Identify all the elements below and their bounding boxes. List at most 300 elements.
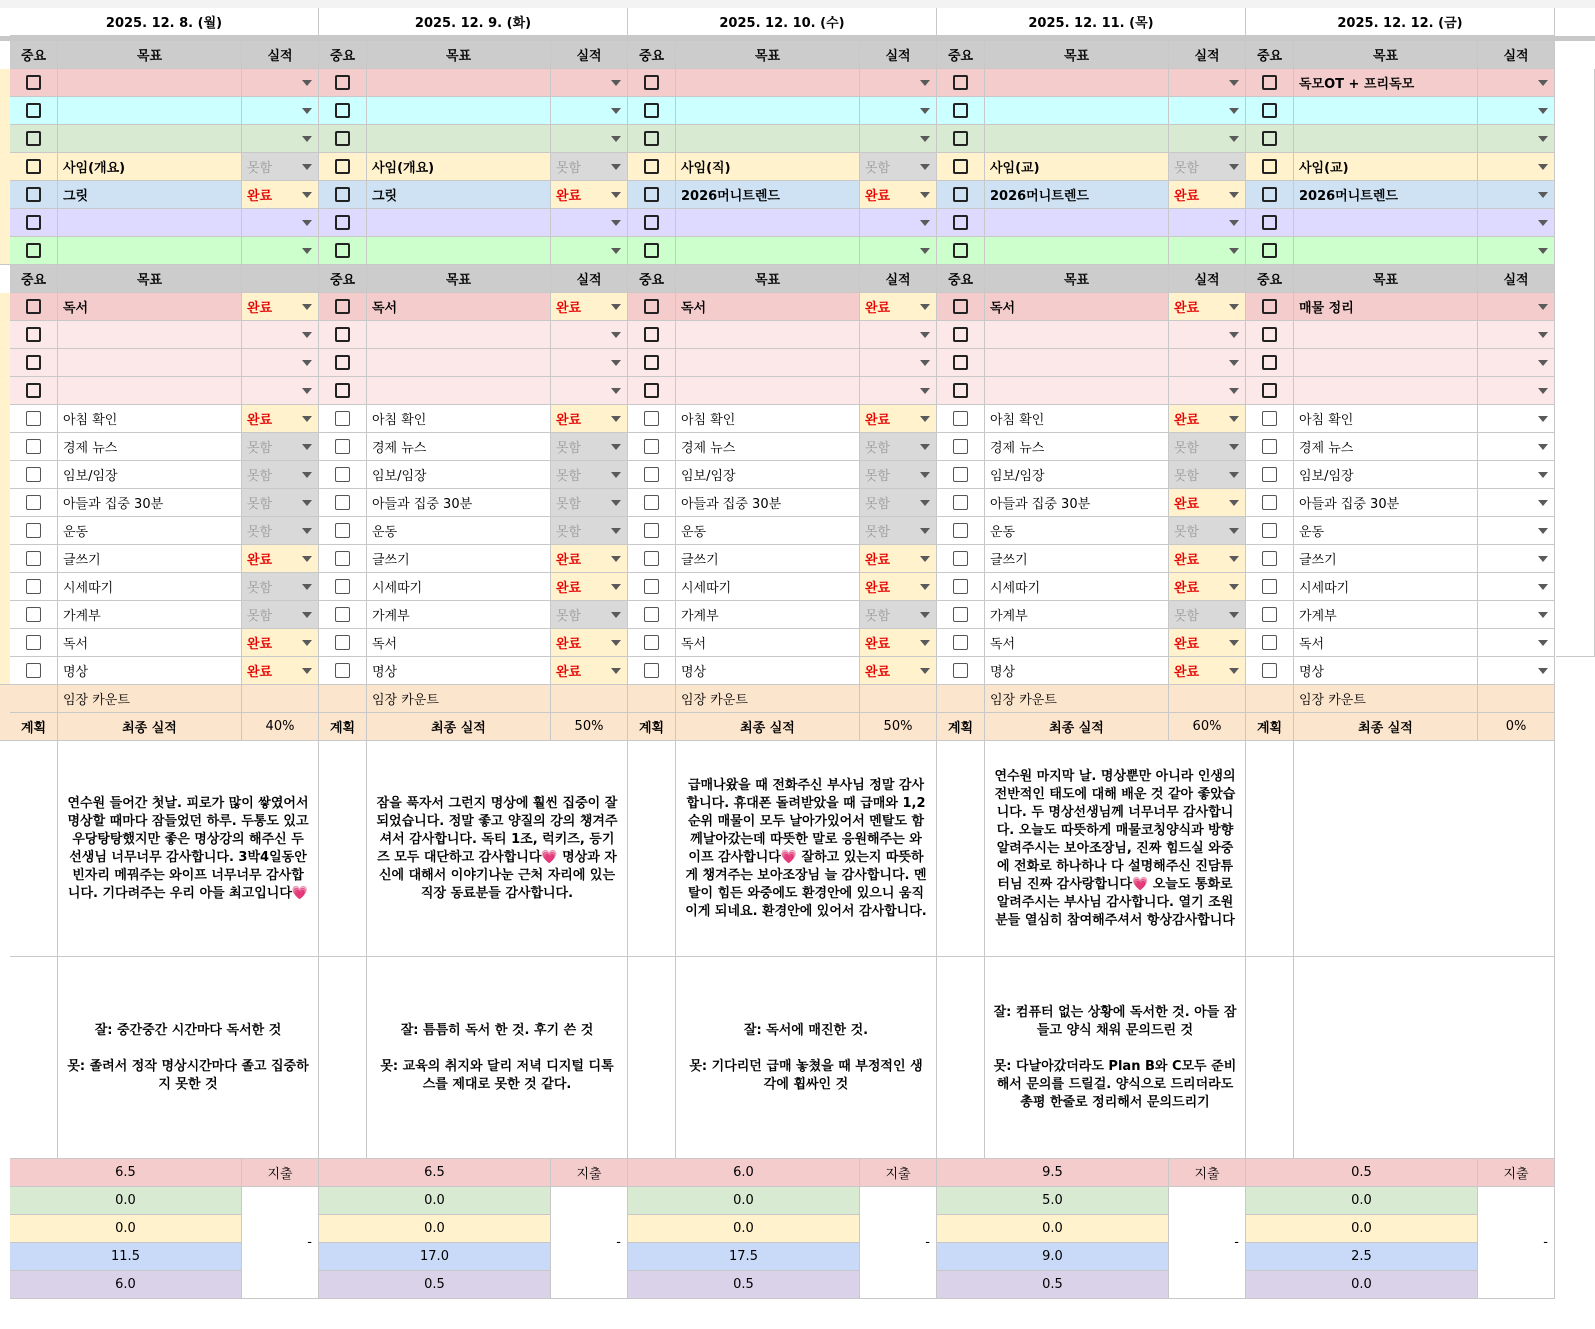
chevron-down-icon[interactable] — [611, 584, 621, 590]
chevron-down-icon[interactable] — [611, 248, 621, 254]
result-dropdown[interactable] — [1169, 321, 1246, 349]
goal-cell[interactable] — [985, 293, 1169, 321]
goal-cell[interactable] — [1294, 377, 1478, 405]
chevron-down-icon[interactable] — [302, 192, 312, 198]
checkbox[interactable] — [1262, 131, 1277, 146]
checkbox[interactable] — [26, 187, 41, 202]
routine-result-dropdown[interactable] — [860, 517, 937, 545]
routine-result-dropdown[interactable] — [1478, 573, 1555, 601]
checkbox[interactable] — [335, 299, 350, 314]
chevron-down-icon[interactable] — [1538, 388, 1548, 394]
routine-result-dropdown[interactable] — [551, 489, 628, 517]
routine-result-dropdown[interactable] — [1169, 601, 1246, 629]
chevron-down-icon[interactable] — [1229, 164, 1239, 170]
checkbox[interactable] — [644, 75, 659, 90]
chevron-down-icon[interactable] — [302, 248, 312, 254]
chevron-down-icon[interactable] — [1229, 584, 1239, 590]
chevron-down-icon[interactable] — [920, 136, 930, 142]
goal-cell[interactable] — [58, 209, 242, 237]
chevron-down-icon[interactable] — [920, 248, 930, 254]
checkbox[interactable] — [335, 439, 350, 454]
routine-result-dropdown[interactable] — [860, 433, 937, 461]
goal-cell[interactable] — [367, 97, 551, 125]
checkbox[interactable] — [1262, 635, 1277, 650]
checkbox[interactable] — [644, 467, 659, 482]
chevron-down-icon[interactable] — [1538, 500, 1548, 506]
result-dropdown[interactable] — [860, 349, 937, 377]
routine-result-dropdown[interactable] — [551, 545, 628, 573]
chevron-down-icon[interactable] — [611, 220, 621, 226]
chevron-down-icon[interactable] — [302, 220, 312, 226]
goal-cell[interactable] — [676, 125, 860, 153]
result-dropdown[interactable] — [551, 153, 628, 181]
checkbox[interactable] — [1262, 75, 1277, 90]
checkbox[interactable] — [1262, 355, 1277, 370]
checkbox[interactable] — [953, 635, 968, 650]
chevron-down-icon[interactable] — [611, 472, 621, 478]
chevron-down-icon[interactable] — [1229, 500, 1239, 506]
chevron-down-icon[interactable] — [611, 500, 621, 506]
result-dropdown[interactable] — [242, 377, 319, 405]
chevron-down-icon[interactable] — [1229, 640, 1239, 646]
result-dropdown[interactable] — [860, 293, 937, 321]
checkbox[interactable] — [644, 663, 659, 678]
routine-result-dropdown[interactable] — [551, 405, 628, 433]
checkbox[interactable] — [335, 383, 350, 398]
routine-result-dropdown[interactable] — [1169, 405, 1246, 433]
routine-result-dropdown[interactable] — [860, 573, 937, 601]
goal-cell[interactable] — [676, 349, 860, 377]
chevron-down-icon[interactable] — [1538, 332, 1548, 338]
chevron-down-icon[interactable] — [611, 164, 621, 170]
goal-cell[interactable] — [985, 153, 1169, 181]
routine-result-dropdown[interactable] — [242, 601, 319, 629]
routine-result-dropdown[interactable] — [860, 601, 937, 629]
checkbox[interactable] — [1262, 159, 1277, 174]
chevron-down-icon[interactable] — [1538, 248, 1548, 254]
goal-cell[interactable] — [1294, 321, 1478, 349]
checkbox[interactable] — [953, 411, 968, 426]
result-dropdown[interactable] — [551, 97, 628, 125]
routine-result-dropdown[interactable] — [1478, 405, 1555, 433]
checkbox[interactable] — [335, 355, 350, 370]
routine-result-dropdown[interactable] — [1169, 629, 1246, 657]
chevron-down-icon[interactable] — [302, 388, 312, 394]
checkbox[interactable] — [26, 383, 41, 398]
checkbox[interactable] — [644, 495, 659, 510]
chevron-down-icon[interactable] — [611, 136, 621, 142]
checkbox[interactable] — [26, 75, 41, 90]
result-dropdown[interactable] — [551, 181, 628, 209]
chevron-down-icon[interactable] — [1229, 556, 1239, 562]
routine-result-dropdown[interactable] — [1169, 657, 1246, 685]
checkbox[interactable] — [644, 355, 659, 370]
chevron-down-icon[interactable] — [611, 360, 621, 366]
routine-result-dropdown[interactable] — [1478, 433, 1555, 461]
result-dropdown[interactable] — [1169, 69, 1246, 97]
checkbox[interactable] — [335, 551, 350, 566]
goal-cell[interactable] — [676, 321, 860, 349]
chevron-down-icon[interactable] — [1229, 612, 1239, 618]
routine-result-dropdown[interactable] — [1478, 489, 1555, 517]
chevron-down-icon[interactable] — [302, 444, 312, 450]
goal-cell[interactable] — [58, 321, 242, 349]
checkbox[interactable] — [335, 103, 350, 118]
checkbox[interactable] — [953, 523, 968, 538]
result-dropdown[interactable] — [1169, 377, 1246, 405]
result-dropdown[interactable] — [1169, 125, 1246, 153]
checkbox[interactable] — [335, 663, 350, 678]
goal-cell[interactable] — [985, 97, 1169, 125]
chevron-down-icon[interactable] — [302, 304, 312, 310]
checkbox[interactable] — [644, 635, 659, 650]
goal-cell[interactable] — [58, 97, 242, 125]
checkbox[interactable] — [953, 159, 968, 174]
chevron-down-icon[interactable] — [1229, 668, 1239, 674]
routine-result-dropdown[interactable] — [1169, 489, 1246, 517]
chevron-down-icon[interactable] — [920, 556, 930, 562]
goal-cell[interactable] — [676, 97, 860, 125]
goal-cell[interactable] — [1294, 349, 1478, 377]
checkbox[interactable] — [953, 439, 968, 454]
checkbox[interactable] — [335, 495, 350, 510]
checkbox[interactable] — [26, 551, 41, 566]
chevron-down-icon[interactable] — [611, 388, 621, 394]
goal-cell[interactable] — [985, 377, 1169, 405]
result-dropdown[interactable] — [551, 237, 628, 265]
result-dropdown[interactable] — [242, 97, 319, 125]
checkbox[interactable] — [1262, 383, 1277, 398]
routine-result-dropdown[interactable] — [242, 489, 319, 517]
chevron-down-icon[interactable] — [302, 472, 312, 478]
chevron-down-icon[interactable] — [920, 416, 930, 422]
chevron-down-icon[interactable] — [611, 668, 621, 674]
chevron-down-icon[interactable] — [1538, 360, 1548, 366]
checkbox[interactable] — [644, 187, 659, 202]
goal-cell[interactable] — [985, 321, 1169, 349]
chevron-down-icon[interactable] — [1538, 556, 1548, 562]
chevron-down-icon[interactable] — [611, 444, 621, 450]
checkbox[interactable] — [26, 327, 41, 342]
chevron-down-icon[interactable] — [920, 192, 930, 198]
routine-result-dropdown[interactable] — [242, 657, 319, 685]
chevron-down-icon[interactable] — [920, 388, 930, 394]
chevron-down-icon[interactable] — [920, 304, 930, 310]
checkbox[interactable] — [644, 607, 659, 622]
chevron-down-icon[interactable] — [302, 164, 312, 170]
checkbox[interactable] — [953, 215, 968, 230]
routine-result-dropdown[interactable] — [242, 405, 319, 433]
chevron-down-icon[interactable] — [1538, 444, 1548, 450]
chevron-down-icon[interactable] — [1229, 416, 1239, 422]
checkbox[interactable] — [26, 495, 41, 510]
chevron-down-icon[interactable] — [302, 668, 312, 674]
checkbox[interactable] — [335, 75, 350, 90]
routine-result-dropdown[interactable] — [860, 545, 937, 573]
checkbox[interactable] — [953, 355, 968, 370]
chevron-down-icon[interactable] — [1229, 220, 1239, 226]
chevron-down-icon[interactable] — [920, 472, 930, 478]
routine-result-dropdown[interactable] — [242, 545, 319, 573]
routine-result-dropdown[interactable] — [1478, 517, 1555, 545]
checkbox[interactable] — [1262, 579, 1277, 594]
chevron-down-icon[interactable] — [1538, 136, 1548, 142]
checkbox[interactable] — [1262, 215, 1277, 230]
chevron-down-icon[interactable] — [1229, 472, 1239, 478]
result-dropdown[interactable] — [551, 209, 628, 237]
chevron-down-icon[interactable] — [302, 332, 312, 338]
routine-result-dropdown[interactable] — [242, 517, 319, 545]
result-dropdown[interactable] — [1478, 209, 1555, 237]
checkbox[interactable] — [953, 103, 968, 118]
checkbox[interactable] — [335, 215, 350, 230]
checkbox[interactable] — [644, 159, 659, 174]
chevron-down-icon[interactable] — [1229, 360, 1239, 366]
routine-result-dropdown[interactable] — [1478, 461, 1555, 489]
routine-result-dropdown[interactable] — [551, 517, 628, 545]
chevron-down-icon[interactable] — [611, 612, 621, 618]
result-dropdown[interactable] — [551, 321, 628, 349]
checkbox[interactable] — [953, 579, 968, 594]
result-dropdown[interactable] — [1478, 153, 1555, 181]
chevron-down-icon[interactable] — [302, 136, 312, 142]
checkbox[interactable] — [335, 635, 350, 650]
goal-cell[interactable] — [676, 69, 860, 97]
checkbox[interactable] — [644, 103, 659, 118]
chevron-down-icon[interactable] — [302, 500, 312, 506]
goal-cell[interactable] — [676, 293, 860, 321]
chevron-down-icon[interactable] — [1538, 416, 1548, 422]
chevron-down-icon[interactable] — [302, 612, 312, 618]
result-dropdown[interactable] — [551, 125, 628, 153]
chevron-down-icon[interactable] — [302, 556, 312, 562]
checkbox[interactable] — [644, 215, 659, 230]
goal-cell[interactable] — [1294, 69, 1478, 97]
chevron-down-icon[interactable] — [1538, 668, 1548, 674]
chevron-down-icon[interactable] — [920, 668, 930, 674]
checkbox[interactable] — [26, 523, 41, 538]
routine-result-dropdown[interactable] — [860, 461, 937, 489]
checkbox[interactable] — [26, 411, 41, 426]
chevron-down-icon[interactable] — [1538, 640, 1548, 646]
chevron-down-icon[interactable] — [611, 416, 621, 422]
checkbox[interactable] — [953, 243, 968, 258]
chevron-down-icon[interactable] — [1538, 164, 1548, 170]
result-dropdown[interactable] — [860, 377, 937, 405]
result-dropdown[interactable] — [242, 349, 319, 377]
chevron-down-icon[interactable] — [1229, 388, 1239, 394]
checkbox[interactable] — [335, 579, 350, 594]
checkbox[interactable] — [953, 75, 968, 90]
routine-result-dropdown[interactable] — [1478, 629, 1555, 657]
goal-cell[interactable] — [985, 209, 1169, 237]
checkbox[interactable] — [953, 551, 968, 566]
checkbox[interactable] — [335, 131, 350, 146]
goal-cell[interactable] — [676, 153, 860, 181]
chevron-down-icon[interactable] — [920, 220, 930, 226]
goal-cell[interactable] — [58, 125, 242, 153]
checkbox[interactable] — [1262, 523, 1277, 538]
result-dropdown[interactable] — [860, 321, 937, 349]
result-dropdown[interactable] — [551, 349, 628, 377]
goal-cell[interactable] — [58, 377, 242, 405]
checkbox[interactable] — [644, 131, 659, 146]
checkbox[interactable] — [335, 327, 350, 342]
chevron-down-icon[interactable] — [1229, 80, 1239, 86]
routine-result-dropdown[interactable] — [551, 433, 628, 461]
checkbox[interactable] — [26, 355, 41, 370]
checkbox[interactable] — [335, 187, 350, 202]
checkbox[interactable] — [1262, 467, 1277, 482]
goal-cell[interactable] — [1294, 97, 1478, 125]
chevron-down-icon[interactable] — [1229, 332, 1239, 338]
routine-result-dropdown[interactable] — [1478, 601, 1555, 629]
chevron-down-icon[interactable] — [1538, 80, 1548, 86]
result-dropdown[interactable] — [242, 237, 319, 265]
result-dropdown[interactable] — [551, 69, 628, 97]
checkbox[interactable] — [335, 467, 350, 482]
checkbox[interactable] — [335, 159, 350, 174]
chevron-down-icon[interactable] — [1538, 192, 1548, 198]
result-dropdown[interactable] — [860, 237, 937, 265]
result-dropdown[interactable] — [1478, 377, 1555, 405]
checkbox[interactable] — [26, 299, 41, 314]
chevron-down-icon[interactable] — [920, 528, 930, 534]
checkbox[interactable] — [644, 327, 659, 342]
goal-cell[interactable] — [58, 349, 242, 377]
routine-result-dropdown[interactable] — [860, 489, 937, 517]
result-dropdown[interactable] — [1478, 349, 1555, 377]
result-dropdown[interactable] — [1169, 237, 1246, 265]
checkbox[interactable] — [953, 607, 968, 622]
result-dropdown[interactable] — [1169, 153, 1246, 181]
chevron-down-icon[interactable] — [1229, 192, 1239, 198]
chevron-down-icon[interactable] — [1229, 136, 1239, 142]
checkbox[interactable] — [1262, 327, 1277, 342]
routine-result-dropdown[interactable] — [242, 573, 319, 601]
checkbox[interactable] — [953, 187, 968, 202]
goal-cell[interactable] — [367, 349, 551, 377]
goal-cell[interactable] — [1294, 153, 1478, 181]
checkbox[interactable] — [1262, 103, 1277, 118]
result-dropdown[interactable] — [242, 321, 319, 349]
routine-result-dropdown[interactable] — [1478, 545, 1555, 573]
chevron-down-icon[interactable] — [920, 360, 930, 366]
goal-cell[interactable] — [58, 293, 242, 321]
routine-result-dropdown[interactable] — [551, 601, 628, 629]
goal-cell[interactable] — [367, 181, 551, 209]
checkbox[interactable] — [644, 299, 659, 314]
checkbox[interactable] — [26, 159, 41, 174]
chevron-down-icon[interactable] — [1229, 108, 1239, 114]
checkbox[interactable] — [26, 607, 41, 622]
chevron-down-icon[interactable] — [611, 192, 621, 198]
result-dropdown[interactable] — [1169, 293, 1246, 321]
chevron-down-icon[interactable] — [302, 360, 312, 366]
routine-result-dropdown[interactable] — [1478, 657, 1555, 685]
checkbox[interactable] — [1262, 495, 1277, 510]
result-dropdown[interactable] — [551, 293, 628, 321]
result-dropdown[interactable] — [860, 181, 937, 209]
checkbox[interactable] — [644, 551, 659, 566]
result-dropdown[interactable] — [242, 125, 319, 153]
routine-result-dropdown[interactable] — [860, 657, 937, 685]
result-dropdown[interactable] — [1478, 97, 1555, 125]
chevron-down-icon[interactable] — [1538, 220, 1548, 226]
checkbox[interactable] — [26, 635, 41, 650]
routine-result-dropdown[interactable] — [242, 433, 319, 461]
result-dropdown[interactable] — [242, 293, 319, 321]
checkbox[interactable] — [1262, 551, 1277, 566]
goal-cell[interactable] — [367, 237, 551, 265]
routine-result-dropdown[interactable] — [551, 629, 628, 657]
chevron-down-icon[interactable] — [302, 640, 312, 646]
result-dropdown[interactable] — [1478, 237, 1555, 265]
checkbox[interactable] — [644, 523, 659, 538]
routine-result-dropdown[interactable] — [1169, 573, 1246, 601]
chevron-down-icon[interactable] — [1229, 248, 1239, 254]
chevron-down-icon[interactable] — [920, 612, 930, 618]
checkbox[interactable] — [1262, 607, 1277, 622]
goal-cell[interactable] — [676, 377, 860, 405]
chevron-down-icon[interactable] — [611, 108, 621, 114]
checkbox[interactable] — [644, 439, 659, 454]
checkbox[interactable] — [335, 607, 350, 622]
goal-cell[interactable] — [676, 181, 860, 209]
checkbox[interactable] — [26, 103, 41, 118]
chevron-down-icon[interactable] — [302, 108, 312, 114]
checkbox[interactable] — [26, 663, 41, 678]
result-dropdown[interactable] — [242, 69, 319, 97]
chevron-down-icon[interactable] — [1538, 612, 1548, 618]
routine-result-dropdown[interactable] — [1169, 545, 1246, 573]
goal-cell[interactable] — [985, 181, 1169, 209]
goal-cell[interactable] — [1294, 125, 1478, 153]
chevron-down-icon[interactable] — [302, 80, 312, 86]
checkbox[interactable] — [953, 467, 968, 482]
checkbox[interactable] — [26, 131, 41, 146]
checkbox[interactable] — [953, 495, 968, 510]
routine-result-dropdown[interactable] — [551, 657, 628, 685]
goal-cell[interactable] — [58, 237, 242, 265]
chevron-down-icon[interactable] — [611, 556, 621, 562]
goal-cell[interactable] — [367, 153, 551, 181]
chevron-down-icon[interactable] — [302, 584, 312, 590]
result-dropdown[interactable] — [860, 69, 937, 97]
result-dropdown[interactable] — [1169, 349, 1246, 377]
goal-cell[interactable] — [367, 377, 551, 405]
checkbox[interactable] — [953, 383, 968, 398]
chevron-down-icon[interactable] — [1538, 304, 1548, 310]
chevron-down-icon[interactable] — [920, 640, 930, 646]
result-dropdown[interactable] — [1478, 125, 1555, 153]
goal-cell[interactable] — [367, 321, 551, 349]
chevron-down-icon[interactable] — [920, 108, 930, 114]
checkbox[interactable] — [953, 663, 968, 678]
goal-cell[interactable] — [985, 125, 1169, 153]
goal-cell[interactable] — [985, 69, 1169, 97]
chevron-down-icon[interactable] — [920, 80, 930, 86]
chevron-down-icon[interactable] — [1229, 528, 1239, 534]
checkbox[interactable] — [953, 299, 968, 314]
checkbox[interactable] — [1262, 299, 1277, 314]
result-dropdown[interactable] — [860, 125, 937, 153]
result-dropdown[interactable] — [860, 153, 937, 181]
goal-cell[interactable] — [676, 237, 860, 265]
chevron-down-icon[interactable] — [1229, 444, 1239, 450]
chevron-down-icon[interactable] — [611, 528, 621, 534]
goal-cell[interactable] — [1294, 293, 1478, 321]
